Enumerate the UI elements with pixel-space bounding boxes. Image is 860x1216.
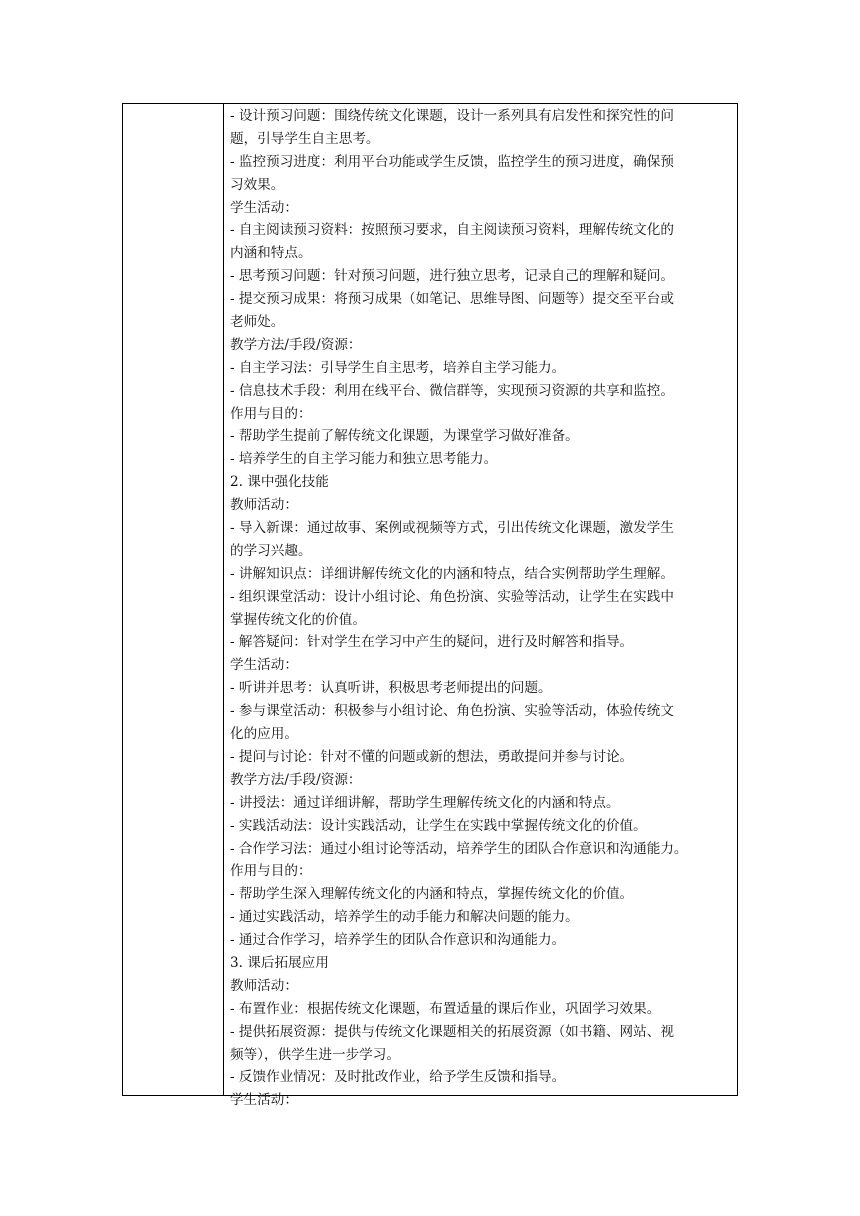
text-line: - 思考预习问题：针对预习问题，进行独立思考，记录自己的理解和疑问。 [230,268,674,285]
section-label: 学生活动： [230,199,298,216]
text-line: 习效果。 [230,176,285,193]
text-line: - 自主学习法：引导学生自主思考，培养自主学习能力。 [230,359,566,376]
text-line: 掌握传统文化的价值。 [230,611,366,628]
section-label: 教师活动： [230,497,298,514]
text-line: - 提供拓展资源：提供与传统文化课题相关的拓展资源（如书籍、网站、视 [230,1023,674,1040]
text-line: - 讲授法：通过详细讲解，帮助学生理解传统文化的内涵和特点。 [230,794,620,811]
section-label: 作用与目的： [230,863,312,880]
text-line: - 通过实践活动，培养学生的动手能力和解决问题的能力。 [230,909,579,926]
section-heading: 2. 课中强化技能 [230,474,329,491]
text-line: 题，引导学生自主思考。 [230,130,380,147]
text-line: - 培养学生的自主学习能力和独立思考能力。 [230,451,498,468]
section-label: 教师活动： [230,977,298,994]
text-line: 的学习兴趣。 [230,542,312,559]
text-line: 频等），供学生进一步学习。 [230,1046,400,1063]
text-line: - 自主阅读预习资料：按照预习要求，自主阅读预习资料，理解传统文化的 [230,222,674,239]
text-line: 化的应用。 [230,726,298,743]
text-line: - 参与课堂活动：积极参与小组讨论、角色扮演、实验等活动，体验传统文 [230,703,674,720]
text-line: - 帮助学生深入理解传统文化的内涵和特点，掌握传统文化的价值。 [230,886,634,903]
section-heading: 3. 课后拓展应用 [230,954,329,971]
text-line: - 信息技术手段：利用在线平台、微信群等，实现预习资源的共享和监控。 [230,382,674,399]
text-line: - 导入新课：通过故事、案例或视频等方式，引出传统文化课题，激发学生 [230,520,674,537]
lesson-plan-table [122,103,738,1109]
text-line: - 解答疑问：针对学生在学习中产生的疑问，进行及时解答和指导。 [230,634,634,651]
section-label: 教学方法/手段/资源： [230,336,362,353]
text-line: - 通过合作学习，培养学生的团队合作意识和沟通能力。 [230,932,566,949]
text-line: - 听讲并思考：认真听讲，积极思考老师提出的问题。 [230,680,552,697]
table-content-cell [224,104,737,1109]
text-line: - 帮助学生提前了解传统文化课题，为课堂学习做好准备。 [230,428,579,445]
text-line: - 提问与讨论：针对不懂的问题或新的想法，勇敢提问并参与讨论。 [230,748,634,765]
section-label: 作用与目的： [230,405,312,422]
text-line: - 布置作业：根据传统文化课题，布置适量的课后作业，巩固学习效果。 [230,1000,661,1017]
text-line: - 合作学习法：通过小组讨论等活动，培养学生的团队合作意识和沟通能力。 [230,840,688,857]
section-label: 教学方法/手段/资源： [230,771,362,788]
text-line: - 组织课堂活动：设计小组讨论、角色扮演、实验等活动，让学生在实践中 [230,588,674,605]
section-label: 学生活动： [230,657,298,674]
text-line: - 讲解知识点：详细讲解传统文化的内涵和特点，结合实例帮助学生理解。 [230,565,674,582]
text-line: - 反馈作业情况：及时批改作业，给予学生反馈和指导。 [230,1069,566,1086]
text-line: 内涵和特点。 [230,245,312,262]
text-line: - 设计预习问题：围绕传统文化课题，设计一系列具有启发性和探究性的问 [230,108,674,124]
text-line: - 监控预习进度：利用平台功能或学生反馈，监控学生的预习进度，确保预 [230,153,674,170]
text-line: 老师处。 [230,314,285,331]
table-left-cell [123,104,224,1095]
text-line: - 提交预习成果：将预习成果（如笔记、思维导图、问题等）提交至平台或 [230,291,674,308]
text-line: - 实践活动法：设计实践活动，让学生在实践中掌握传统文化的价值。 [230,817,647,834]
section-label: 学生活动： [230,1092,298,1109]
